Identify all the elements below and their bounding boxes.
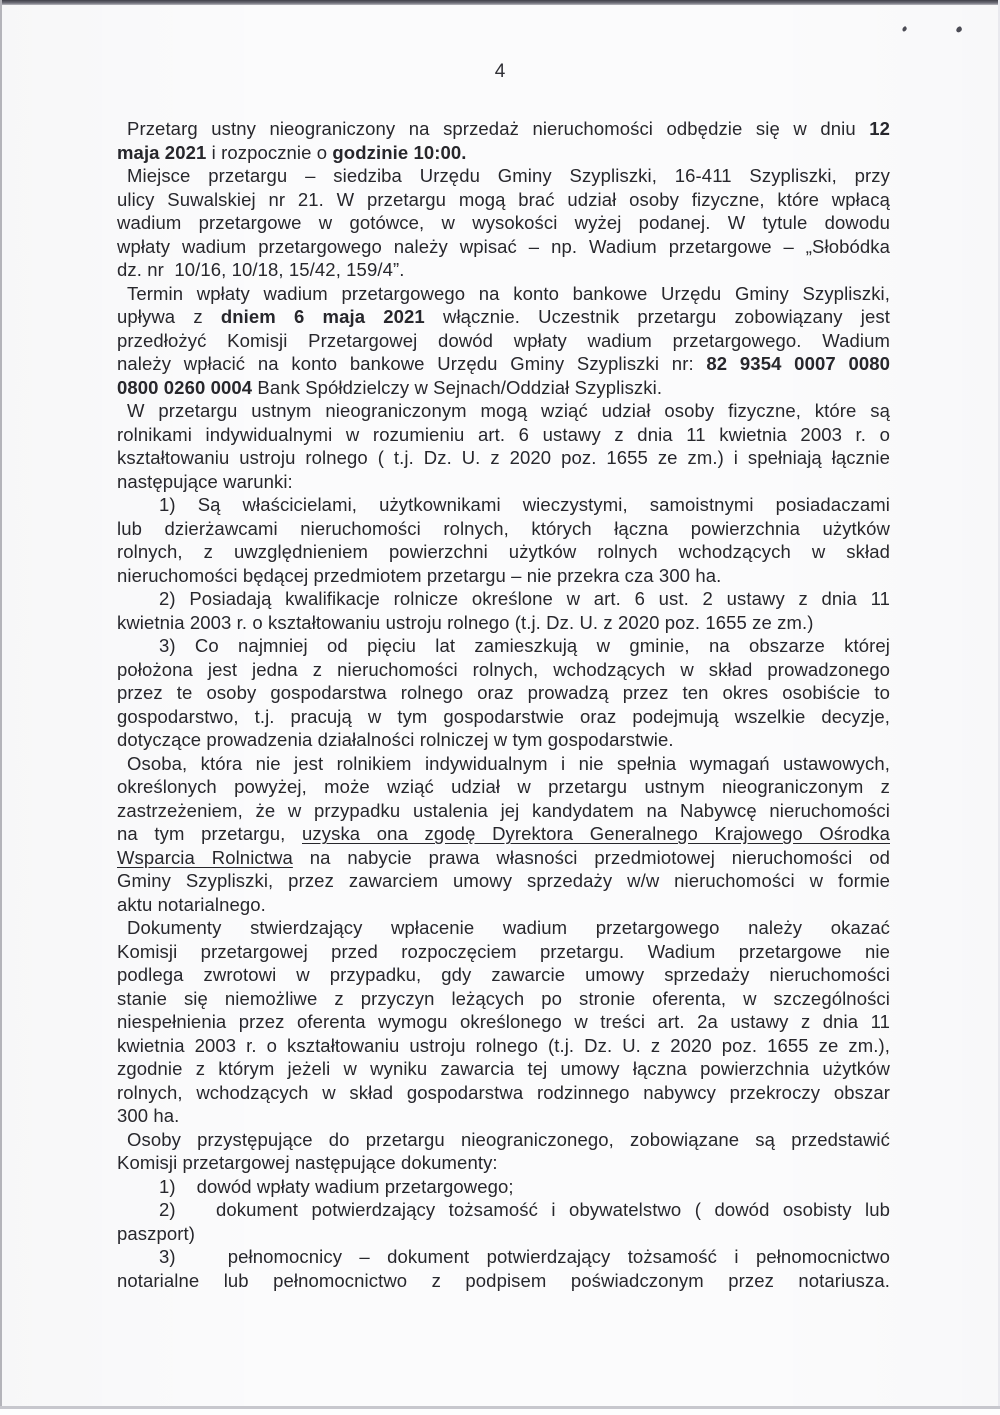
text-segment: upływa z: [117, 306, 221, 327]
text-segment: Dokumenty stwierdzający wpłacenie wadium przetargowego należy okazać: [127, 917, 890, 938]
text-segment: 3) pełnomocnicy – dokument potwierdzający tożsamość i pełnomocnictwo: [159, 1246, 890, 1267]
bold-text: godzinie 10:00.: [332, 141, 467, 163]
text-line: [117, 1128, 890, 1152]
text-line: [117, 423, 890, 447]
text-line: [117, 1057, 890, 1081]
text-segment: 300 ha.: [117, 1105, 180, 1126]
text-line: [117, 117, 890, 141]
text-segment: dotyczące prowadzenia działalności rolniczej w tym gospodarstwie.: [117, 729, 674, 750]
text-line: [117, 587, 890, 611]
text-segment: Przetarg ustny nieograniczony na sprzedaż nieruchomości odbędzie się w dniu: [127, 118, 870, 139]
text-line: [117, 940, 890, 964]
text-line: [117, 211, 890, 235]
text-segment: stanie się niemożliwe z przyczyn leżących po stronie oferenta, w szczególności: [117, 987, 890, 1009]
scan-margin-bottom: [0, 1409, 1000, 1415]
text-segment: Termin wpłaty wadium przetargowego na konto bankowe Urzędu Gminy Szypliszki,: [127, 282, 890, 304]
text-segment: aktu notarialnego.: [117, 893, 266, 915]
text-segment: niespełnienia przez oferenta wymogu określonego w treści art. 2a ustawy z dnia 11: [117, 1011, 890, 1032]
text-line: [117, 564, 890, 588]
text-line: [117, 1034, 890, 1058]
text-line: [117, 1151, 890, 1175]
bold-text: 0800 0260 0004: [117, 376, 253, 398]
text-line: [117, 705, 890, 729]
text-line: [117, 1245, 890, 1269]
text-line: [117, 987, 890, 1011]
text-line: [117, 822, 890, 846]
underlined-text: Wsparcia Rolnictwa: [117, 846, 293, 868]
text-line: [117, 446, 890, 470]
text-line: [117, 282, 890, 306]
text-segment: określonych powyżej, może wziąć udział w przetargu ustnym nieograniczonym z: [117, 776, 890, 797]
text-line: [117, 611, 890, 635]
text-segment: gospodarstwo, t.j. pracują w tym gospodarstwie oraz podejmują wszelkie decyzje,: [117, 705, 890, 727]
text-segment: zastrzeżeniem, że w przypadku ustalenia jej kandydatem na Nabywcę nieruchomości: [117, 799, 890, 821]
text-line: [117, 1081, 890, 1105]
text-segment: należy wpłacić na konto bankowe Urzędu Gminy Szypliszki nr:: [117, 353, 707, 374]
text-line: [117, 869, 890, 893]
text-line: [117, 399, 890, 423]
text-line: [117, 352, 890, 376]
text-segment: kwietnia 2003 r. o kształtowaniu ustroju rolnego (t.j. Dz. U. z 2020 poz. 1655 ze zm.),: [117, 1034, 890, 1056]
text-segment: Komisji przetargowej następujące dokumenty:: [117, 1152, 498, 1173]
text-segment: 1) dowód wpłaty wadium przetargowego;: [159, 1175, 514, 1197]
text-segment: rolnych, z uwzględnieniem powierzchni użytków rolnych wchodzących w skład: [117, 541, 890, 562]
text-segment: wadium przetargowe w gotówce, w wysokości wyżej podanej. W tytule dowodu: [117, 212, 890, 233]
text-segment: Komisji przetargowej przed rozpoczęciem przetargu. Wadium przetargowe nie: [117, 940, 890, 962]
page-number: 4: [494, 61, 506, 82]
text-line: [117, 141, 890, 165]
text-segment: przedłożyć Komisji Przetargowej dowód wpłaty wadium przetargowego. Wadium: [117, 329, 890, 351]
text-segment: wpłaty wadium przetargowego należy wpisać – np. Wadium przetargowe – „Słobódka: [117, 235, 890, 257]
text-segment: 3) Co najmniej od pięciu lat zamieszkują w gminie, na obszarze której: [159, 635, 890, 656]
text-segment: Osoba, która nie jest rolnikiem indywidualnym i nie spełnia wymagań ustawowych,: [127, 752, 890, 774]
text-segment: paszport): [117, 1222, 196, 1244]
text-segment: Bank Spółdzielczy w Sejnach/Oddział Szypliszki.: [252, 376, 663, 398]
text-line: [117, 470, 890, 494]
bold-text: 12: [869, 118, 890, 139]
text-line: [117, 164, 890, 188]
text-line: [117, 376, 890, 400]
text-segment: na tym przetargu,: [117, 823, 302, 844]
text-segment: 1) Są właścicielami, użytkownikami wieczystymi, samoistnymi posiadaczami: [159, 494, 890, 515]
text-line: [117, 634, 890, 658]
scan-edge-left: [0, 0, 2, 1415]
text-segment: Gminy Szypliszki, przez zawarciem umowy sprzedaży w/w nieruchomości w formie: [117, 870, 890, 891]
text-line: [117, 893, 890, 917]
text-segment: Miejsce przetargu – siedziba Urzędu Gminy Szypliszki, 16-411 Szypliszki, przy: [127, 165, 890, 186]
text-segment: Osoby przystępujące do przetargu nieograniczonego, zobowiązane są przedstawić: [127, 1128, 890, 1150]
text-segment: lub dzierżawcami nieruchomości rolnych, których łączna powierzchnia użytków: [117, 517, 890, 539]
text-segment: W przetargu ustnym nieograniczonym mogą wziąć udział osoby fizyczne, które są: [127, 400, 890, 421]
text-line: [117, 305, 890, 329]
text-line: [117, 799, 890, 823]
text-line: [117, 846, 890, 870]
text-line: [117, 916, 890, 940]
text-line: [117, 188, 890, 212]
underlined-text: uzyska ona zgodę Dyrektora Generalnego Krajowego Ośrodka: [302, 823, 890, 844]
scan-edge-top: [0, 0, 1000, 5]
text-segment: kwietnia 2003 r. o kształtowaniu ustroju rolnego (t.j. Dz. U. z 2020 poz. 1655 ze zm.): [117, 611, 814, 633]
text-segment: i rozpocznie o: [206, 141, 333, 163]
text-segment: 2) Posiadają kwalifikacje rolnicze określone w art. 6 ust. 2 ustawy z dnia 11: [159, 588, 890, 609]
text-line: [117, 1269, 890, 1293]
text-segment: kształtowaniu ustroju rolnego ( t.j. Dz. U. z 2020 poz. 1655 ze zm.) i spełniają łącznie: [117, 447, 890, 468]
text-line: [117, 681, 890, 705]
text-segment: włącznie. Uczestnik przetargu zobowiązany jest: [424, 306, 890, 327]
text-line: [117, 728, 890, 752]
text-line: [117, 963, 890, 987]
text-segment: rolnikami indywidualnymi w rozumieniu art. 6 ustawy z dnia 11 kwietnia 2003 r. o: [117, 423, 890, 445]
text-line: [117, 517, 890, 541]
text-segment: rolnych, wchodzących w skład gospodarstwa rodzinnego nabywcy przekroczy obszar: [117, 1081, 890, 1103]
text-line: [117, 1198, 890, 1222]
text-line: [117, 540, 890, 564]
text-segment: ulicy Suwalskiej nr 21. W przetargu mogą brać udział osoby fizyczne, które wpłacą: [117, 188, 890, 210]
text-line: [117, 1104, 890, 1128]
text-line: [117, 658, 890, 682]
bold-text: maja 2021: [117, 141, 207, 163]
text-line: [117, 1222, 890, 1246]
text-segment: notarialne lub pełnomocnictwo z podpisem poświadczonym przez notariusza.: [117, 1269, 890, 1291]
text-segment: następujące warunki:: [117, 470, 293, 492]
text-segment: położona jest jedna z nieruchomości rolnych, wchodzących w skład prowadzonego: [117, 658, 890, 680]
text-line: [117, 235, 890, 259]
ink-speck: [901, 26, 907, 32]
text-segment: 2) dokument potwierdzający tożsamość i obywatelstwo ( dowód osobisty lub: [159, 1199, 890, 1220]
text-segment: dz. nr 10/16, 10/18, 15/42, 159/4”.: [117, 259, 405, 280]
ink-speck: [955, 26, 963, 33]
text-line: [117, 258, 890, 282]
text-line: [117, 752, 890, 776]
text-segment: zgodnie z którym jeżeli w wyniku zawarcia tej umowy łączna powierzchnia użytków: [117, 1058, 890, 1079]
text-line: [117, 329, 890, 353]
text-line: [117, 775, 890, 799]
text-segment: nieruchomości będącej przedmiotem przetargu – nie przekra cza 300 ha.: [117, 564, 722, 586]
text-segment: przez te osoby gospodarstwa rolnego oraz prowadzą przez ten okres osobiście to: [117, 682, 890, 703]
bold-text: dniem 6 maja 2021: [220, 306, 425, 327]
text-segment: na nabycie prawa własności przedmiotowej nieruchomości od: [292, 846, 890, 868]
text-line: [117, 1010, 890, 1034]
text-segment: podlega zwrotowi w przypadku, gdy zawarcie umowy sprzedaży nieruchomości: [117, 964, 890, 985]
text-line: [117, 1175, 890, 1199]
bold-text: 82 9354 0007 0080: [706, 353, 890, 374]
text-line: [117, 493, 890, 517]
document-body: [117, 117, 890, 1292]
